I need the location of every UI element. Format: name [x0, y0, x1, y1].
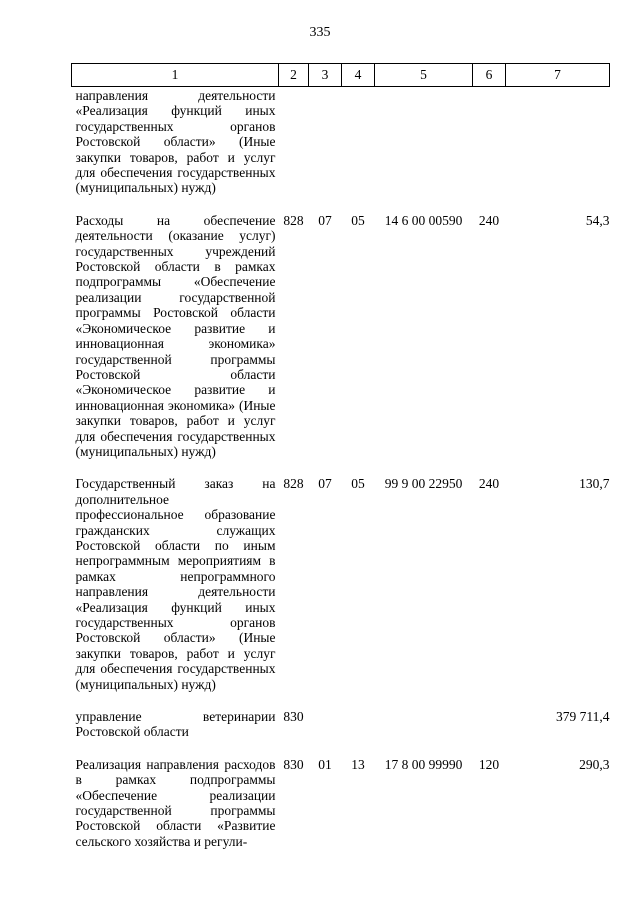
column-header-2: 2	[279, 64, 309, 87]
row-subsection-code	[342, 87, 375, 213]
row-expense-type: 240	[478, 212, 500, 228]
table-row	[72, 87, 610, 213]
table-row	[72, 213, 610, 477]
table-row	[72, 709, 610, 757]
row-section-code	[309, 709, 342, 757]
row-section-code	[309, 87, 342, 213]
row-admin-code: 828	[283, 212, 304, 228]
row-subsection-code	[342, 709, 375, 757]
row-expense-type: 240	[478, 476, 500, 492]
page-number: 335	[309, 25, 331, 40]
row-subsection-code: 13	[351, 756, 365, 772]
row-amount: 130,7	[579, 476, 610, 492]
row-target-code: 17 8 00 99990	[384, 756, 463, 772]
column-header-1: 1	[72, 64, 279, 87]
row-subsection-code: 05	[351, 476, 365, 492]
row-description: управление ветеринарии Ростовской области	[75, 709, 276, 740]
row-expense-type	[473, 87, 506, 213]
row-expense-type	[473, 709, 506, 757]
row-description: направления деятельности «Реализация функций иных государственных органов Ростовской области» (Иные закупки товаров, работ и услуг для обеспечения государственных (муниципальных) нужд)	[75, 88, 276, 196]
column-header-4: 4	[342, 64, 375, 87]
row-target-code	[375, 709, 473, 757]
row-amount: 54,3	[585, 212, 610, 228]
row-description: Государственный заказ на дополнительное профессиональное образование гражданских служащих Ростовской области по иным непрограммным мероприятиям в рамках непрограммного направления деятельности «Реализация функций иных государственных органов Ростовской области» (Иные закупки товаров, работ и услуг для обеспечения государственных (муниципальных) нужд)	[75, 476, 276, 692]
row-amount: 290,3	[579, 756, 610, 772]
row-amount	[506, 87, 610, 213]
row-target-code: 99 9 00 22950	[384, 476, 463, 492]
row-expense-type: 120	[478, 756, 500, 772]
column-header-6: 6	[473, 64, 506, 87]
row-section-code: 07	[318, 212, 332, 228]
row-amount: 379 711,4	[556, 709, 610, 725]
budget-table	[71, 63, 610, 866]
column-header-7: 7	[506, 64, 610, 87]
row-admin-code	[279, 87, 309, 213]
row-target-code	[375, 87, 473, 213]
row-admin-code: 828	[283, 476, 304, 492]
table-row	[72, 476, 610, 709]
column-header-3: 3	[309, 64, 342, 87]
row-target-code: 14 6 00 00590	[384, 212, 463, 228]
table-row	[72, 757, 610, 866]
row-description: Реализация направления расходов в рамках подпрограммы «Обеспечение реализации государственной программы Ростовской области «Развитие сельского хозяйства и регули-	[75, 756, 276, 849]
row-subsection-code: 05	[351, 212, 365, 228]
row-admin-code: 830	[283, 709, 304, 725]
header-row	[72, 64, 610, 87]
row-admin-code: 830	[283, 756, 304, 772]
row-section-code: 01	[318, 756, 332, 772]
column-header-5: 5	[375, 64, 473, 87]
row-description: Расходы на обеспечение деятельности (оказание услуг) государственных учреждений Ростовской области в рамках подпрограммы «Обеспечение реализации государственной программы Ростовской области «Экономическое развитие и инновационная экономика» государственной программы Ростовской области «Экономическое развитие и инновационная экономика» (Иные закупки товаров, работ и услуг для обеспечения государственных (муниципальных) нужд)	[75, 212, 276, 459]
row-section-code: 07	[318, 476, 332, 492]
